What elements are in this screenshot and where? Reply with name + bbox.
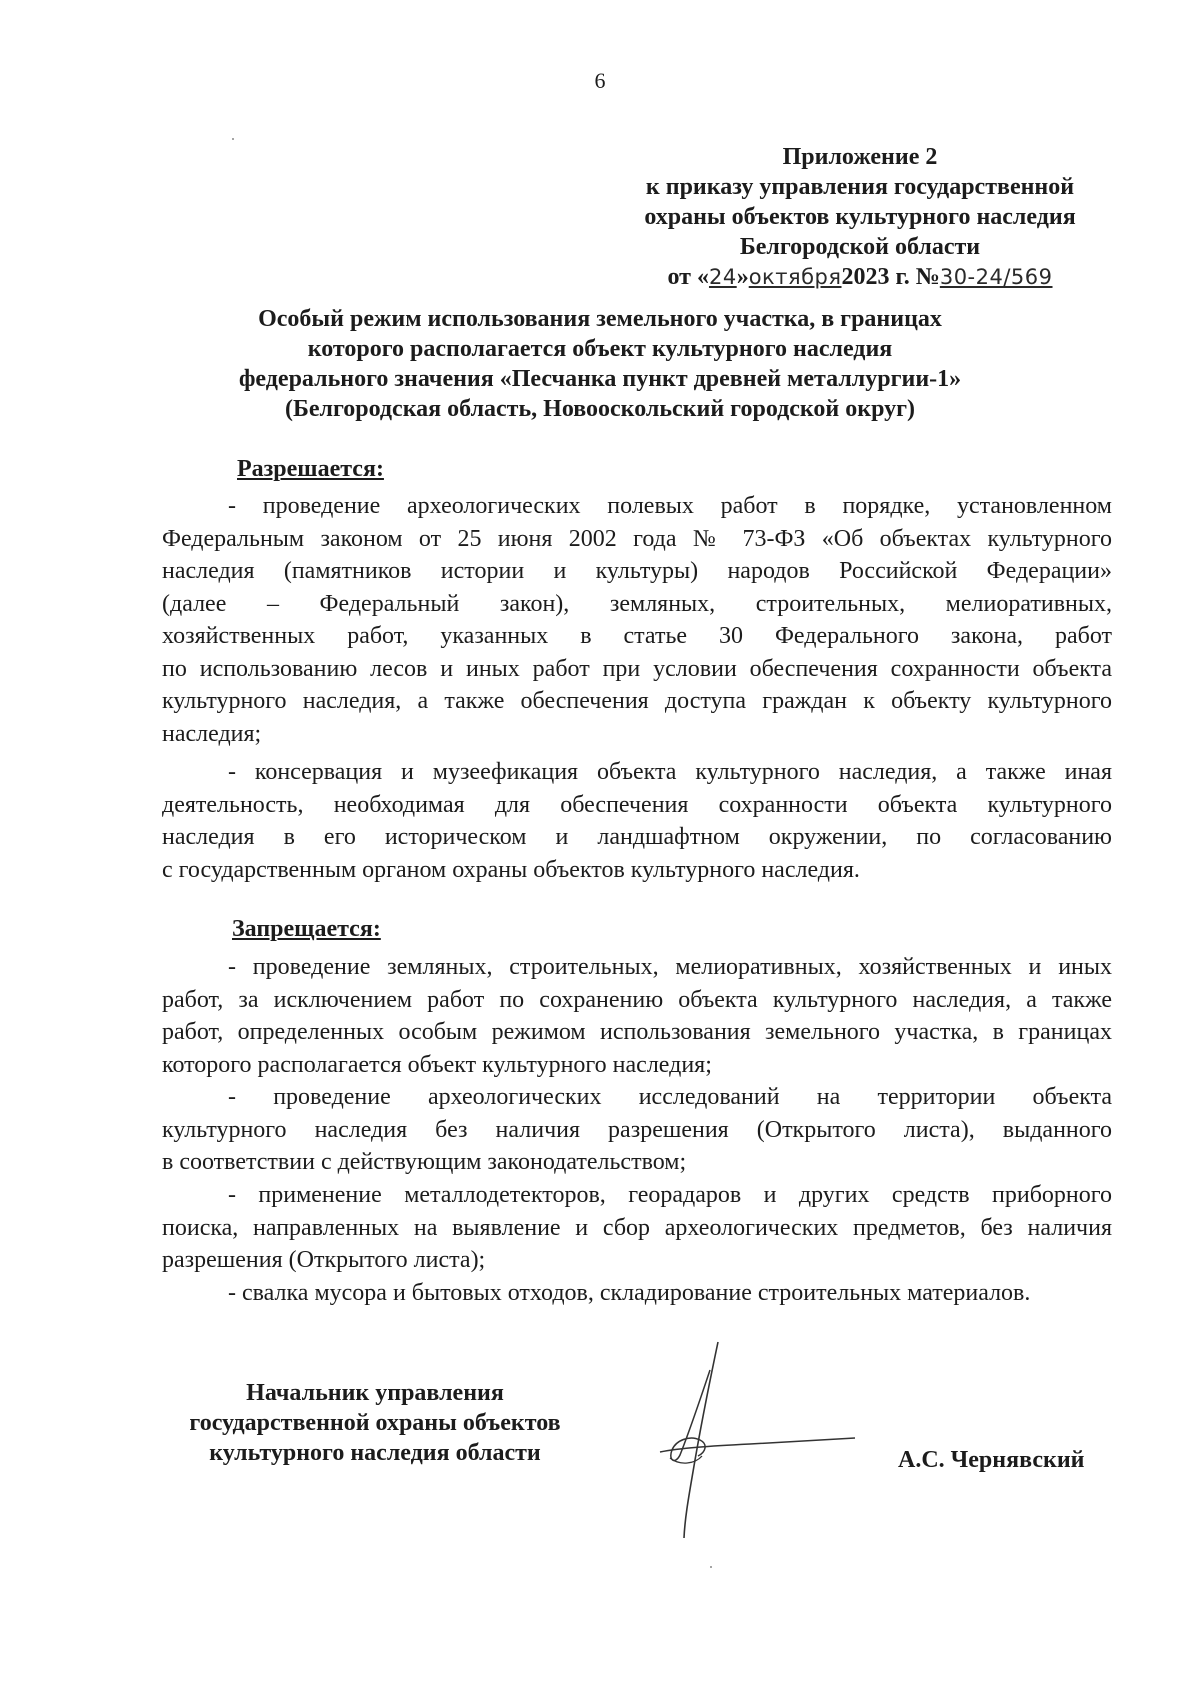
signer-line: Начальник управления [246,1380,504,1406]
date-prefix: от « [667,264,709,290]
allowed-item-2 [162,756,1112,886]
allowed-heading: Разрешается: [237,456,384,482]
text-line: - проведение археологических исследований на территории объекта [228,1084,1112,1110]
signer-name: А.С. Чернявский [898,1447,1085,1473]
text-line: - консервация и музеефикация объекта культурного наследия, а также иная [228,759,1112,785]
text-line: - проведение археологических полевых работ в порядке, установленном [228,493,1112,519]
forbidden-item-3 [162,1179,1112,1277]
date-month: октября [748,265,842,289]
text-line: работ, определенных особым режимом использования земельного участка, в границах [162,1019,1112,1045]
text-line: - проведение земляных, строительных, мелиоративных, хозяйственных и иных [228,954,1112,980]
signer-line: культурного наследия области [209,1440,541,1466]
forbidden-heading: Запрещается: [232,916,381,942]
allowed-item-1 [162,490,1112,750]
appendix-header [600,142,1120,292]
text-line: (далее – Федеральный закон), земляных, строительных, мелиоративных, [162,590,1112,617]
appendix-line: Приложение 2 [782,144,938,170]
document-title [220,304,980,424]
text-line: Федеральным законом от 25 июня 2002 года № 73-ФЗ «Об объектах культурного [162,525,1112,552]
title-line: (Белгородская область, Новооскольский городской округ) [284,396,916,422]
forbidden-item-4 [162,1277,1112,1310]
text-line: наследия (памятников истории и культуры) народов Российской Федерации» [162,558,1112,584]
appendix-line: к приказу управления государственной [645,174,1075,200]
text-line: наследия в его историческом и ландшафтном окружении, по согласованию [162,824,1112,850]
handwritten-signature [640,1340,860,1540]
signer-position [155,1378,595,1468]
text-line: работ, за исключением работ по сохранению объекта культурного наследия, а также [162,986,1112,1013]
text-line: по использованию лесов и иных работ при условии обеспечения сохранности объекта [162,655,1112,682]
scan-speck [710,1566,712,1568]
date-year: 2023 г. № [841,264,940,290]
date-mid: » [736,264,749,290]
page-number: 6 [594,68,606,93]
text-line: хозяйственных работ, указанных в статье 30 Федерального закона, работ [162,623,1112,649]
text-line: культурного наследия без наличия разрешения (Открытого листа), выданного [162,1116,1112,1143]
title-line: которого располагается объект культурного наследия [307,336,893,362]
text-line: поиска, направленных на выявление и сбор археологических предметов, без наличия [162,1214,1112,1241]
forbidden-item-1 [162,951,1112,1081]
text-line: в соответствии с действующим законодательством; [162,1149,687,1175]
title-line: Особый режим использования земельного участка, в границах [258,306,942,332]
text-line: - применение металлодетекторов, георадаров и других средств приборного [228,1182,1112,1208]
text-line: - свалка мусора и бытовых отходов, складирование строительных материалов. [228,1280,1031,1306]
order-number: 30-24/569 [939,265,1053,289]
text-line: наследия; [162,720,262,747]
text-line: разрешения (Открытого листа); [162,1247,486,1273]
appendix-line: охраны объектов культурного наследия [644,204,1076,230]
forbidden-item-2 [162,1081,1112,1179]
scan-speck [232,138,234,140]
text-line: культурного наследия, а также обеспечения доступа граждан к объекту культурного [162,688,1112,714]
text-line: с государственным органом охраны объектов культурного наследия. [162,856,860,883]
title-line: федерального значения «Песчанка пункт древней металлургии-1» [238,366,962,392]
appendix-line: Белгородской области [739,234,981,260]
order-date-line [600,262,1120,292]
date-day: 24 [708,265,737,289]
text-line: которого располагается объект культурного наследия; [162,1051,712,1078]
text-line: деятельность, необходимая для обеспечения сохранности объекта культурного [162,791,1112,818]
signer-line: государственной охраны объектов [189,1410,561,1436]
